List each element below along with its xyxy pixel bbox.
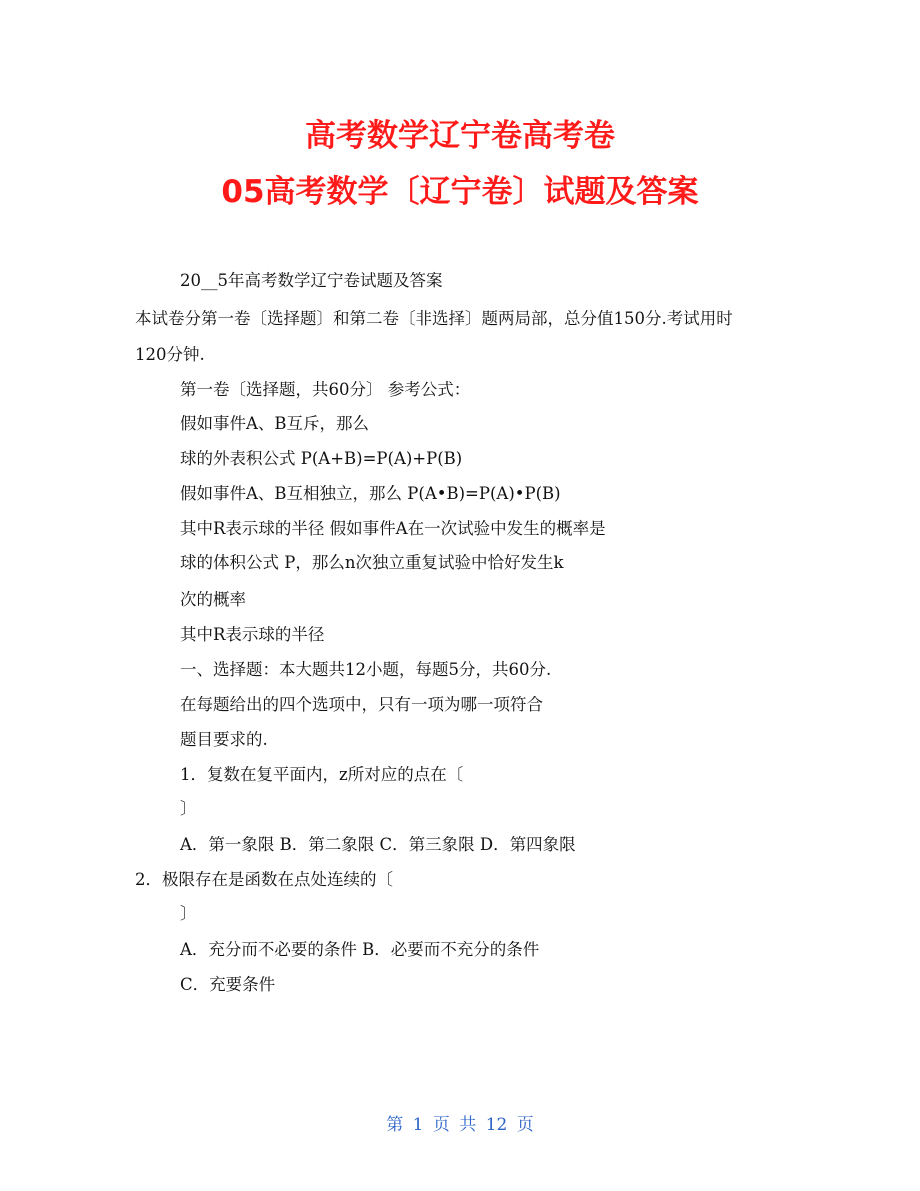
document-title: 高考数学辽宁卷高考卷 [305,118,615,154]
formula-line: 假如事件A、B互斥，那么 [180,414,370,433]
formula-line: 球的体积公式 P，那么n次独立重复试验中恰好发生k [180,553,564,572]
intro-heading: 20__5年高考数学辽宁卷试题及答案 [180,271,443,290]
section-instructions: 在每题给出的四个选项中，只有一项为哪一项符合 [180,695,543,714]
question-2: 2．极限存在是函数在点处连续的〔 [135,870,393,889]
section-instructions: 题目要求的. [180,730,268,749]
section-one-heading: 第一卷〔选择题，共60分〕 参考公式： [180,380,471,399]
question-1-bracket: 〕 [180,799,197,818]
formula-line: 次的概率 [180,590,246,609]
question-1: 1．复数在复平面内，z所对应的点在〔 [180,765,464,784]
page-number-footer: 第 1 页 共 12 页 [386,1115,534,1135]
formula-line: 其中R表示球的半径 [180,625,325,644]
formula-line: 其中R表示球的半径 假如事件A在一次试验中发生的概率是 [180,519,606,538]
section-instructions: 一、选择题：本大题共12小题，每题5分，共60分. [180,660,552,679]
question-1-options: A．第一象限 B．第二象限 C．第三象限 D．第四象限 [180,835,576,854]
exam-instructions: 本试卷分第一卷〔选择题〕和第二卷〔非选择〕题两局部，总分值150分.考试用时 [135,309,733,328]
question-2-options-cont: C．充要条件 [180,975,276,994]
formula-line: 球的外表积公式 P(A+B)=P(A)+P(B) [180,449,463,468]
exam-instructions-cont: 120分钟. [135,345,205,364]
question-2-options: A．充分而不必要的条件 B．必要而不充分的条件 [180,940,540,959]
document-subtitle: 05高考数学〔辽宁卷〕试题及答案 [221,174,699,210]
formula-line: 假如事件A、B互相独立，那么 P(A•B)=P(A)•P(B) [180,484,561,503]
question-2-bracket: 〕 [180,904,197,923]
